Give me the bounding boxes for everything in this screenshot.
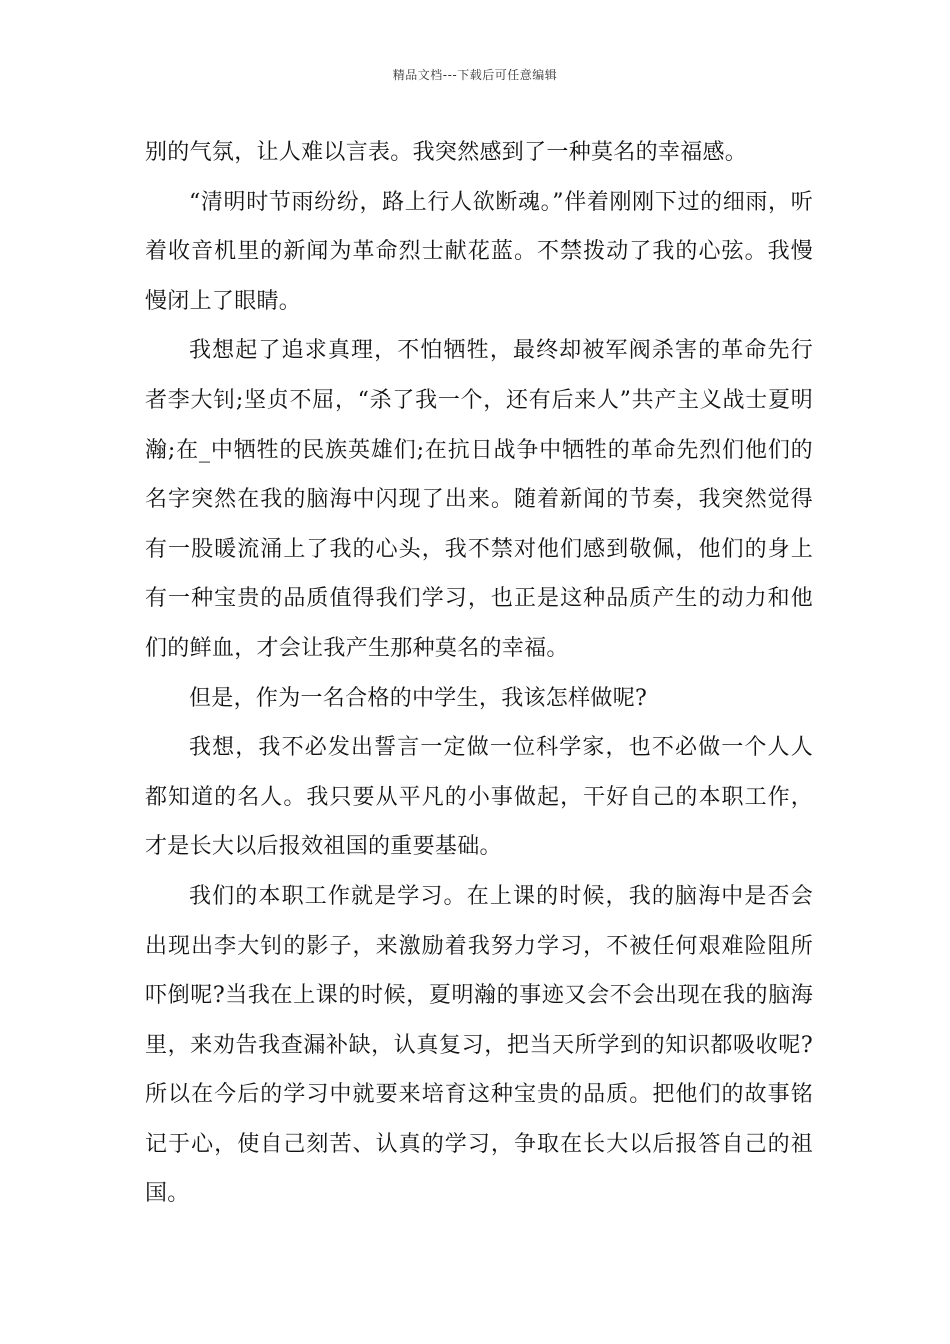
paragraph: 我想起了追求真理，不怕牺牲，最终却被军阀杀害的革命先行者李大钊;坚贞不屈，“杀了我一个，还有后来人”共产主义战士夏明瀚;在_中牺牲的民族英雄们;在抗日战争中牺牲的革命先烈们他们的名字突然在我的脑海中闪现了出来。随着新闻的节奏，我突然觉得有一股暖流涌上了我的心头，我不禁对他们感到敬佩，他们的身上有一种宝贵的品质值得我们学习，也正是这种品质产生的动力和他们的鲜血，才会让我产生那种莫名的幸福。 <box>145 338 813 661</box>
paragraph: 但是，作为一名合格的中学生，我该怎样做呢? <box>189 685 648 711</box>
paragraph: “清明时节雨纷纷，路上行人欲断魂。”伴着刚刚下过的细雨，听着收音机里的新闻为革命烈士献花蓝。不禁拨动了我的心弦。我慢慢闭上了眼睛。 <box>145 189 813 314</box>
paragraph: 别的气氛，让人难以言表。我突然感到了一种莫名的幸福感。 <box>145 140 748 165</box>
document-body <box>145 128 813 1219</box>
paragraph: 我想，我不必发出誓言一定做一位科学家，也不必做一个人人都知道的名人。我只要从平凡的小事做起，干好自己的本职工作，才是长大以后报效祖国的重要基础。 <box>145 735 813 860</box>
page-header: 精品文档---下载后可任意编辑 <box>392 68 558 82</box>
paragraph: 我们的本职工作就是学习。在上课的时候，我的脑海中是否会出现出李大钊的影子，来激励着我努力学习，不被任何艰难险阻所吓倒呢?当我在上课的时候，夏明瀚的事迹又会不会出现在我的脑海里，来劝告我查漏补缺，认真复习，把当天所学到的知识都吸收呢?所以在今后的学习中就要来培育这种宝贵的品质。把他们的故事铭记于心，使自己刻苦、认真的学习，争取在长大以后报答自己的祖国。 <box>145 883 813 1207</box>
